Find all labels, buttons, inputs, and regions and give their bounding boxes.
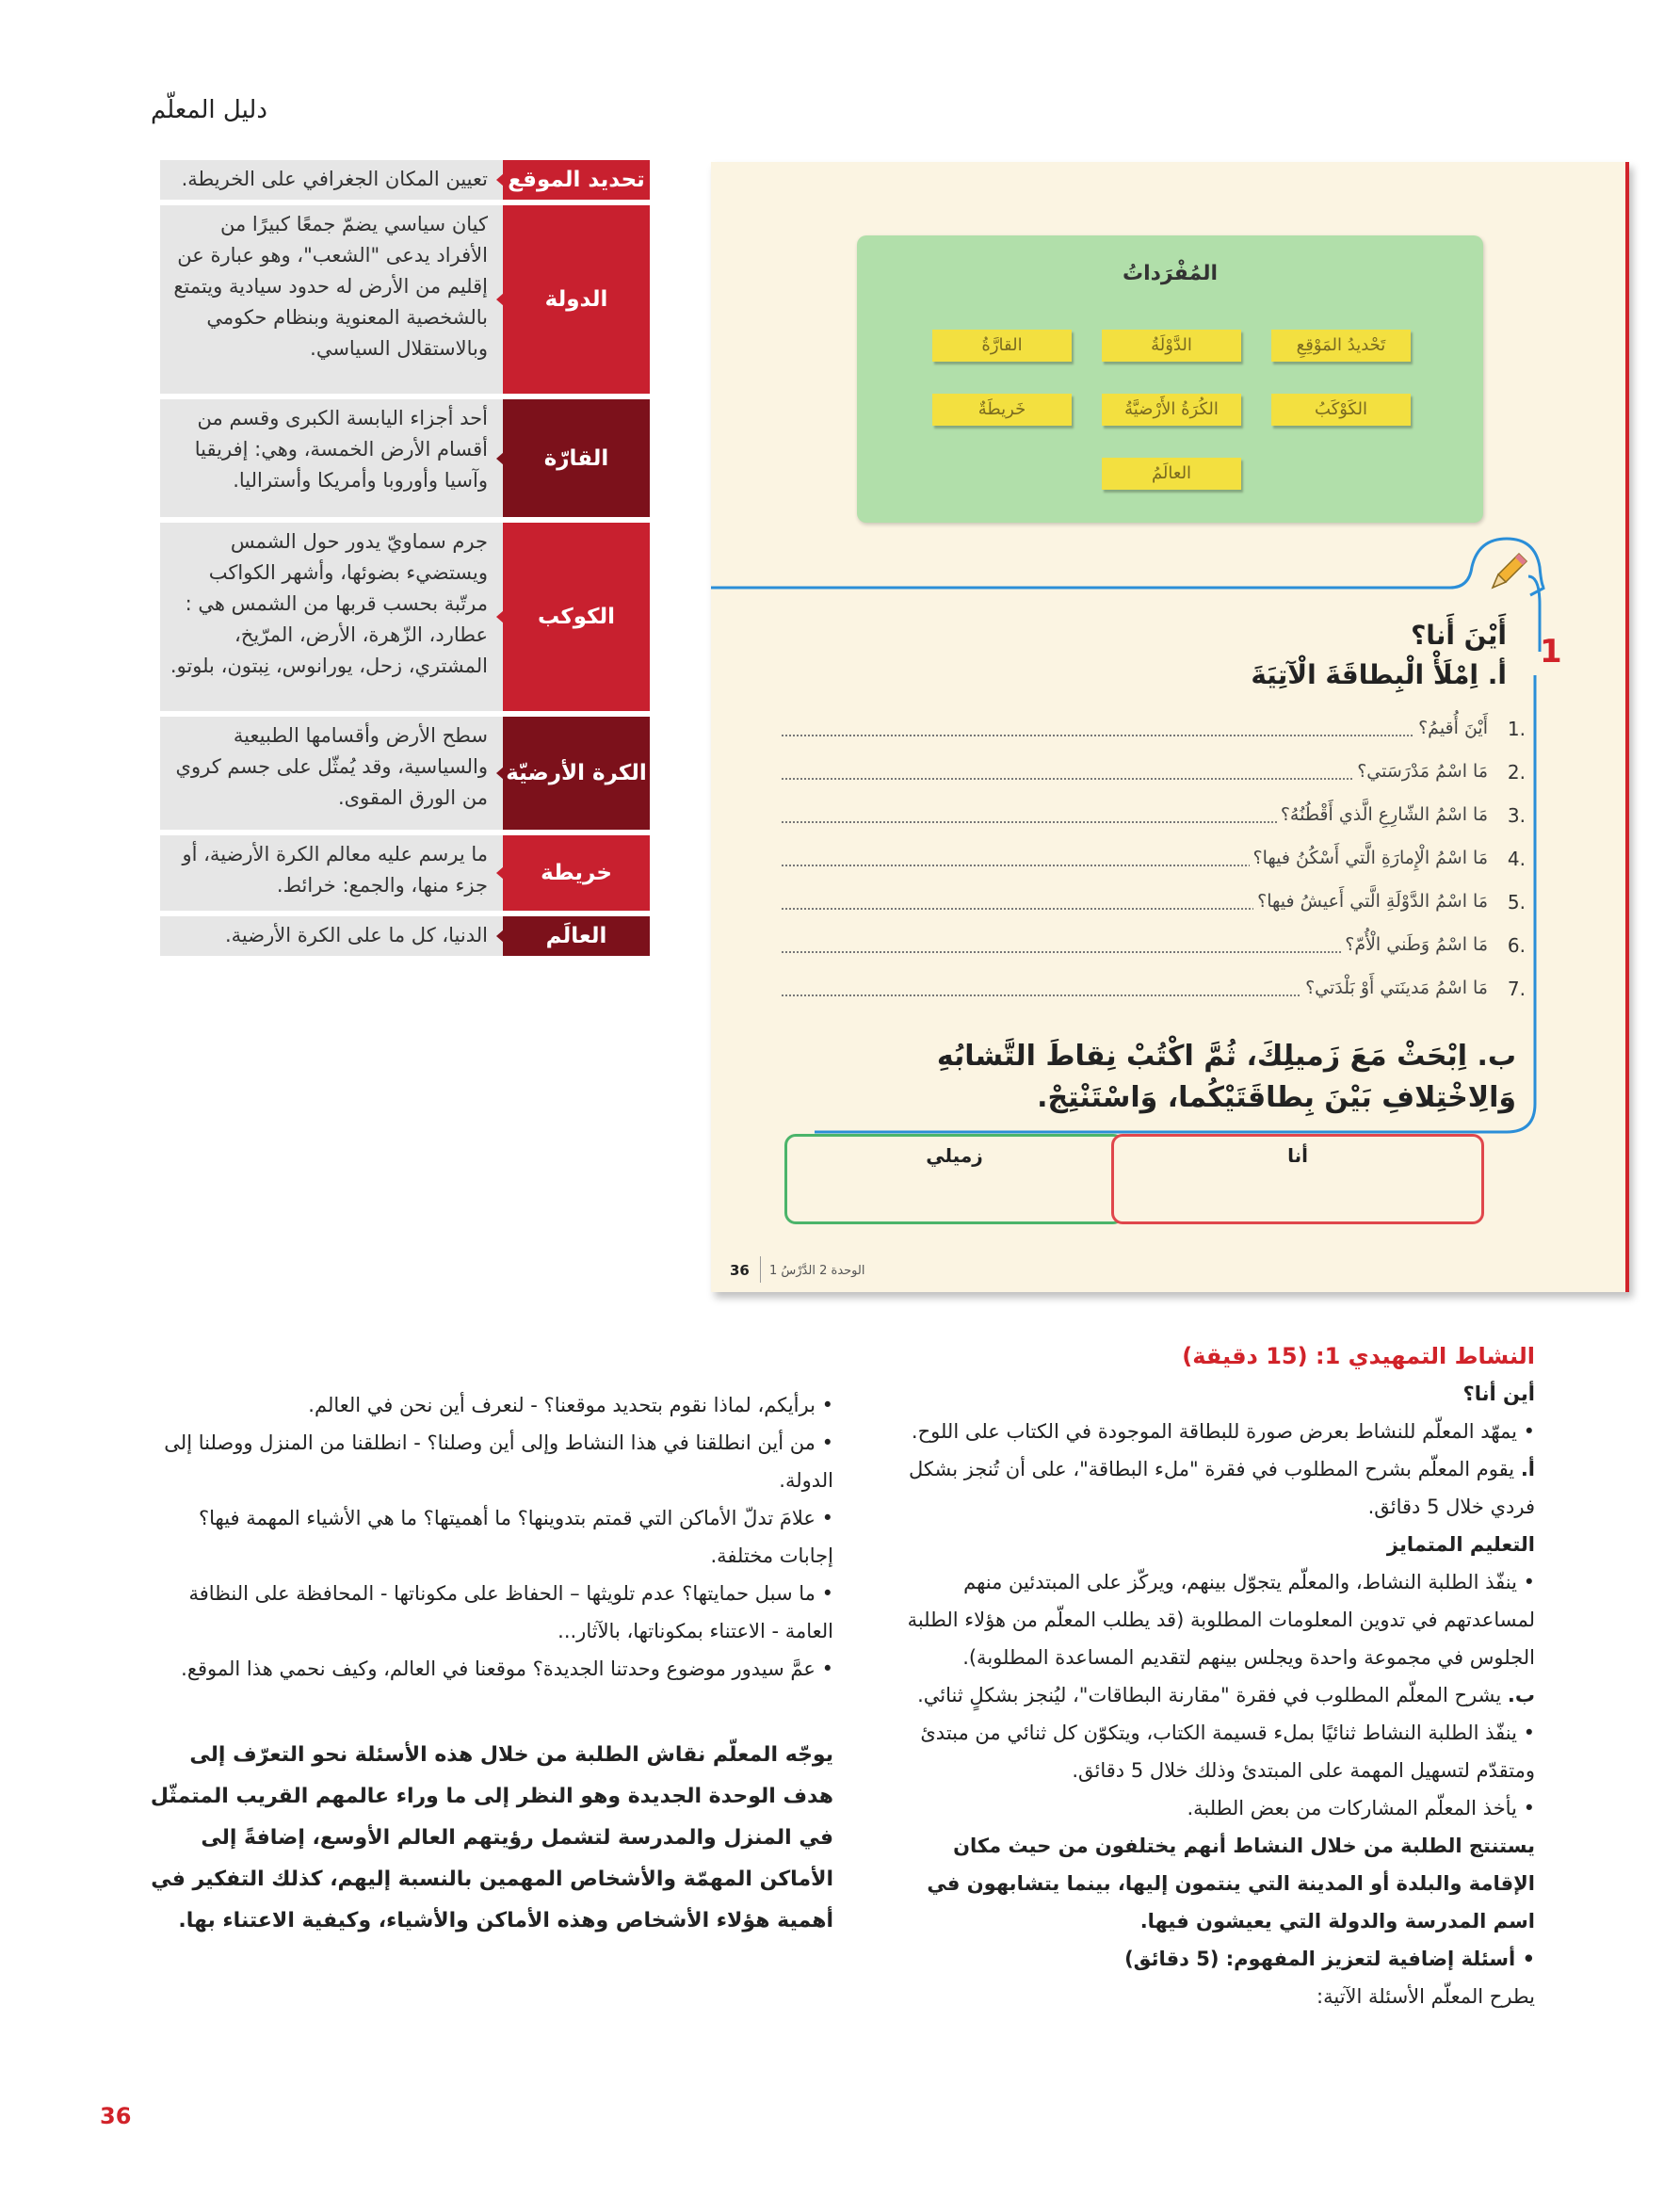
glossary-definition: أحد أجزاء اليابسة الكبرى وقسم من أقسام الأرض الخمسة، وهي: إفريقيا وآسيا وأوروبا وأمريكا وأستراليا. — [160, 399, 503, 517]
question-item: • برأيكم، لماذا نقوم بتحديد موقعنا؟ - لنعرف أين نحن في العالم. — [146, 1386, 833, 1424]
question-number: 4. — [1507, 848, 1526, 870]
glossary-definition: ما يرسم عليه معالم الكرة الأرضية، أو جزء منها، والجمع: خرائط. — [160, 835, 503, 911]
question-text: مَا اسْمُ الشّارِعِ الَّذي أَقْطُنُهُ؟ — [1277, 804, 1488, 825]
question-item: • من أين انطلقنا في هذا النشاط وإلى أين وصلنا؟ - انطلقنا من المنزل ووصلنا إلى الدولة. — [146, 1424, 833, 1499]
paragraph-text: يقوم المعلّم بشرح المطلوب في فقرة "ملء البطاقة"، على أن تُنجز بشكل فردي خلال 5 دقائق. — [909, 1458, 1535, 1518]
question-row — [782, 718, 1526, 746]
glossary-row — [160, 399, 650, 517]
paragraph: • ينفّذ الطلبة النشاط ثنائيًا بملء قسيمة الكتاب، ويتكوّن كل ثنائي من مبتدئ ومتقدّم لتسهيل المهمة على المبتدئ وذلك خلال 5 دقائق. — [885, 1714, 1535, 1789]
vocab-card: القارَّةُ — [932, 330, 1072, 362]
question-number: 6. — [1507, 934, 1526, 957]
question-row — [782, 891, 1526, 919]
activity-title: النشاط التمهيدي 1: (15 دقيقة) — [1182, 1343, 1535, 1369]
section-heading: التعليم المتمايز — [1386, 1533, 1535, 1556]
paragraph — [885, 1676, 1535, 1714]
page-number: 36 — [100, 2103, 132, 2129]
question-item: • علامَ تدلّ الأماكن التي قمتم بتدوينها؟ ما أهميتها؟ ما هي الأشياء المهمة فيها؟ إجابات مختلفة. — [146, 1499, 833, 1575]
glossary-term: الدولة — [503, 205, 650, 394]
colleague-box[interactable] — [784, 1134, 1124, 1224]
question-item: • ما سبل حمايتها؟ عدم تلويثها – الحفاظ على مكوناتها - المحافظة على النظافة العامة - الاعتناء بمكوناتها، بالآثار... — [146, 1575, 833, 1650]
vocab-card: خَريطَةٌ — [932, 394, 1072, 426]
glossary-term: تحديد الموقع — [503, 160, 650, 200]
colleague-box-label: زميلي — [926, 1144, 983, 1167]
textbook-page — [711, 162, 1629, 1292]
question-row — [782, 804, 1526, 833]
summary-paragraph: يوجّه المعلّم نقاش الطلبة من خلال هذه الأسئلة نحو التعرّف إلى هدف الوحدة الجديدة وهو النظر إلى ما وراء عالمهم القريب المتمثّل في المنزل والمدرسة لتشمل رؤيتهم العالم الأوسع، إضافةً إلى الأماكن المهمّة والأشخاص المهمين بالنسبة إليهم، كذلك التفكير في أهمية هؤلاء الأشخاص وهذه الأماكن والأشياء، وكيفية الاعتناء بها. — [150, 1743, 833, 1932]
activity-number: 1 — [1540, 633, 1562, 671]
paragraph: • يأخذ المعلّم المشاركات من بعض الطلبة. — [885, 1789, 1535, 1827]
glossary-row — [160, 717, 650, 830]
answer-line[interactable] — [782, 735, 1488, 736]
glossary-table — [160, 160, 650, 962]
glossary-row — [160, 523, 650, 711]
vocabulary-title: المُفْرَداتُ — [1122, 262, 1218, 285]
teacher-notes-left — [146, 1386, 833, 1942]
glossary-definition: الدنيا، كل ما على الكرة الأرضية. — [160, 916, 503, 956]
question-number: 1. — [1507, 718, 1526, 740]
question-row — [782, 761, 1526, 789]
glossary-term: الكوكب — [503, 523, 650, 711]
activity-part-b: ب. اِبْحَثْ مَعَ زَميلِكَ، ثُمَّ اكْتُبْ نِقاطَ التَّشابُهِ وَالِاخْتِلافِ بَيْنَ بِطاقَتَيْكُما، وَاسْتَنْتِجْ. — [936, 1040, 1516, 1114]
glossary-definition: تعيين المكان الجغرافي على الخريطة. — [160, 160, 503, 200]
pencil-icon — [1485, 548, 1532, 595]
paragraph: يطرح المعلّم الأسئلة الآتية: — [1317, 1985, 1535, 2008]
question-number: 7. — [1507, 978, 1526, 1000]
glossary-term: العالَم — [503, 916, 650, 956]
book-page-number: 36 — [730, 1262, 750, 1279]
activity-heading: أَيْنَ أَنا؟ — [1411, 620, 1507, 651]
glossary-row — [160, 205, 650, 394]
question-text: أَيْنَ أُقيمُ؟ — [1414, 718, 1488, 738]
book-footer-unit: الوحدة 2 الدَّرْسُ 1 — [769, 1264, 865, 1278]
paragraph-text: يشرح المعلّم المطلوب في فقرة "مقارنة البطاقات"، ليُنجز بشكلٍ ثنائي. — [917, 1684, 1502, 1706]
question-text: مَا اسْمُ الْإِمارَةِ الَّتي أَسْكُنُ فيها؟ — [1250, 848, 1488, 868]
glossary-term: القارّة — [503, 399, 650, 517]
glossary-row — [160, 835, 650, 911]
question-number: 5. — [1507, 891, 1526, 914]
paragraph: يستنتج الطلبة من خلال النشاط أنهم يختلفون من حيث مكان الإقامة والبلدة أو المدينة التي ينتمون إليها، بينما يتشابهون في اسم المدرسة والدولة التي يعيشون فيها. — [927, 1835, 1535, 1932]
question-number: 3. — [1507, 804, 1526, 827]
section-heading: أين أنا؟ — [1462, 1382, 1535, 1405]
me-box[interactable] — [1111, 1134, 1484, 1224]
vocab-card: الكُرَةُ الأَرْضيَّةُ — [1102, 394, 1241, 426]
question-text: مَا اسْمُ وَطَني الْأُمّ؟ — [1341, 934, 1488, 955]
vocab-card: تَحْديدُ المَوْقِعِ — [1271, 330, 1411, 362]
vocab-card: الكَوْكَبُ — [1271, 394, 1411, 426]
paragraph-label: ب. — [1507, 1684, 1535, 1706]
teacher-notes-right — [885, 1337, 1535, 2015]
question-number: 2. — [1507, 761, 1526, 784]
question-text: مَا اسْمُ الدَّوْلَةِ الَّتي أَعيشُ فيها؟ — [1253, 891, 1488, 912]
glossary-definition: جرم سماويّ يدور حول الشمس ويستضيء بضوئها، وأشهر الكواكب مرتّبة بحسب قربها من الشمس هي : عطارد، الزّهرة، الأرض، المرّيخ، المشتري، زحل، يورانوس، نِبتون، بلوتو. — [160, 523, 503, 711]
me-box-label: أنا — [1287, 1144, 1308, 1167]
glossary-term: الكرة الأرضيّة — [503, 717, 650, 830]
paragraph: • يمهّد المعلّم للنشاط بعرض صورة للبطاقة الموجودة في الكتاب على اللوح. — [885, 1413, 1535, 1450]
glossary-row — [160, 160, 650, 200]
vocab-card: الدَّوْلَةُ — [1102, 330, 1241, 362]
page-header-title: دليل المعلّم — [151, 96, 267, 124]
question-text: مَا اسْمُ مَدْرَسَتي؟ — [1353, 761, 1488, 782]
question-text: مَا اسْمُ مَدينَتي أَوْ بَلْدَتي؟ — [1301, 978, 1488, 998]
question-item: • عمَّ سيدور موضوع وحدتنا الجديدة؟ موقعنا في العالم، وكيف نحمي هذا الموقع. — [146, 1650, 833, 1688]
vocab-card: العالَمُ — [1102, 458, 1241, 490]
paragraph: • أسئلة إضافية لتعزيز المفهوم: (5 دقائق) — [885, 1940, 1535, 1978]
book-footer-divider — [760, 1256, 761, 1283]
paragraph — [885, 1450, 1535, 1526]
glossary-definition: سطح الأرض وأقسامها الطبيعية والسياسية، وقد يُمثّل على جسم كروي من الورق المقوى. — [160, 717, 503, 830]
glossary-row — [160, 916, 650, 956]
activity-subheading: أ. اِمْلَأْ الْبِطاقَةَ الْآتِيَةَ — [1251, 659, 1507, 690]
glossary-definition: كيان سياسي يضمّ جمعًا كبيرًا من الأفراد يدعى "الشعب"، وهو عبارة عن إقليم من الأرض له حدود سيادية ويتمتع بالشخصية المعنوية وبنظام حكومي وبالاستقلال السياسي. — [160, 205, 503, 394]
paragraph-label: أ. — [1520, 1458, 1535, 1480]
paragraph: • ينفّذ الطلبة النشاط، والمعلّم يتجوّل بينهم، ويركّز على المبتدئين منهم لمساعدتهم في تدوين المعلومات المطلوبة (قد يطلب المعلّم من هؤلاء الطلبة الجلوس في مجموعة واحدة ويجلس بينهم لتقديم المساعدة المطلوبة). — [885, 1563, 1535, 1676]
glossary-term: خريطة — [503, 835, 650, 911]
question-row — [782, 848, 1526, 876]
question-row — [782, 978, 1526, 1006]
question-row — [782, 934, 1526, 962]
